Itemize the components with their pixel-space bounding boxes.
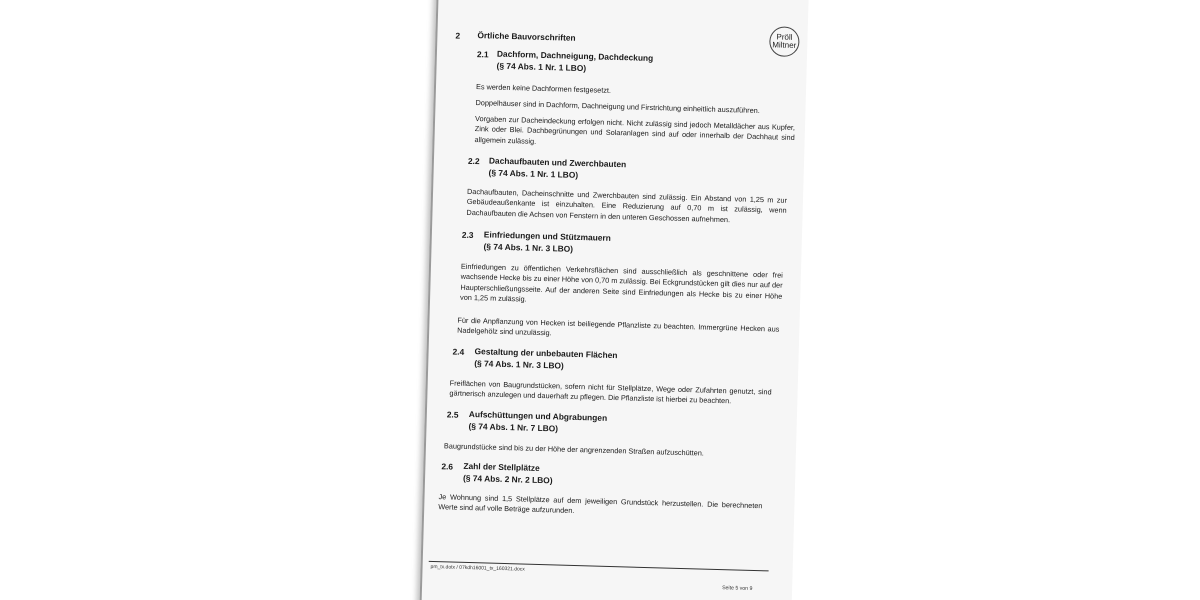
paragraph: Freiflächen von Baugrundstücken, sofern nicht für Stellplätze, Wege oder Zufahrten genutzt, sind gärtnerisch anzulegen und dauerhaft zu pflegen. Die Pflanzliste ist hierbei zu beachten. — [449, 378, 772, 406]
subsection-number: 2.6 — [441, 461, 454, 472]
subsection-title: Gestaltung der unbebauten Flächen — [474, 346, 618, 361]
subsection-heading — [468, 408, 729, 439]
subsection-title: Dachaufbauten und Zwerchbauten — [488, 155, 627, 170]
subsection-ref: (§ 74 Abs. 1 Nr. 3 LBO) — [474, 358, 564, 371]
paragraph: Baugrundstücke sind bis zu der Höhe der angrenzenden Straßen aufzuschütten. — [443, 441, 705, 458]
subsection-number: 2.2 — [467, 155, 480, 167]
logo-line-2: Miltner — [772, 40, 797, 50]
subsection-ref: (§ 74 Abs. 1 Nr. 7 LBO) — [468, 420, 559, 434]
subsection-number: 2.1 — [476, 49, 489, 60]
company-logo — [769, 26, 800, 57]
subsection-heading — [474, 345, 735, 376]
section-number: 2 — [455, 30, 461, 41]
subsection-ref: (§ 74 Abs. 1 Nr. 3 LBO) — [483, 241, 574, 254]
subsection-ref: (§ 74 Abs. 1 Nr. 1 LBO) — [488, 167, 579, 180]
subsection-title: Zahl der Stellplätze — [463, 460, 540, 473]
subsection-title: Einfriedungen und Stützmauern — [483, 229, 612, 243]
subsection-title: Aufschüttungen und Abgrabungen — [468, 408, 608, 423]
footer-page-number: Seite 5 von 9 — [722, 585, 753, 592]
paragraph: Es werden keine Dachformen festgesetzt. — [475, 82, 612, 95]
subsection-number: 2.4 — [452, 346, 465, 357]
document-page — [419, 0, 808, 600]
subsection-number: 2.5 — [446, 409, 459, 420]
paragraph: Je Wohnung sind 1,5 Stellplätze auf dem jeweiligen Grundstück herzustellen. Die berechneten Werte sind auf volle Beträge aufzurunden. — [438, 492, 763, 516]
paragraph: Für die Anpflanzung von Hecken ist beiliegende Pflanzliste zu beachten. Immergrüne Hecken aus Nadelgehölz sind unzulässig. — [457, 315, 780, 338]
footer-file-path: pm_tx.dotx / 07kdh16001_tx_160321.docx — [430, 563, 525, 573]
subsection-heading — [496, 48, 757, 79]
subsection-ref: (§ 74 Abs. 1 Nr. 1 LBO) — [496, 60, 587, 74]
paragraph: Vorgaben zur Dacheindeckung erfolgen nicht. Nicht zulässig sind jedoch Metalldächer aus Kupfer, Zink oder Blei. Dachbegrünungen und Solaranlagen sind auf oder innerhalb der Dachhaut sind allgemein zulässig. — [474, 114, 796, 146]
section-title: Örtliche Bauvorschriften — [477, 30, 576, 43]
subsection-heading — [483, 228, 744, 259]
paragraph: Dachaufbauten, Dacheinschnitte und Zwerchbauten sind zulässig. Ein Abstand von 1,25 m zur Gebäudeaußenkante ist einzuhalten. Eine Reduzierung auf 0,70 m ist zulässig, wenn Dachaufbauten die Achsen von Fenstern in den unteren Geschossen aufnehmen. — [466, 186, 788, 224]
subsection-heading — [463, 460, 724, 491]
subsection-number: 2.3 — [461, 229, 474, 241]
subsection-title: Dachform, Dachneigung, Dachdeckung — [496, 48, 654, 63]
subsection-heading — [488, 154, 749, 185]
paragraph: Doppelhäuser sind in Dachform, Dachneigung und Firstrichtung einheitlich auszuführen. — [475, 98, 760, 115]
subsection-ref: (§ 74 Abs. 2 Nr. 2 LBO) — [462, 472, 553, 486]
logo-line-1: Pröll — [776, 32, 793, 42]
paragraph: Einfriedungen zu öffentlichen Verkehrsflächen sind ausschließlich als geschnittene oder frei wachsende Hecke bis zu einer Höhe von 0,70 m zulässig. Bei Eckgrundstücken gilt dies nur auf der Haupterschließungsseite. Auf der anderen Seite sind Einfriedungen als Hecke bis zu einer Höhe von 1,25 m zulässig. — [460, 261, 783, 304]
